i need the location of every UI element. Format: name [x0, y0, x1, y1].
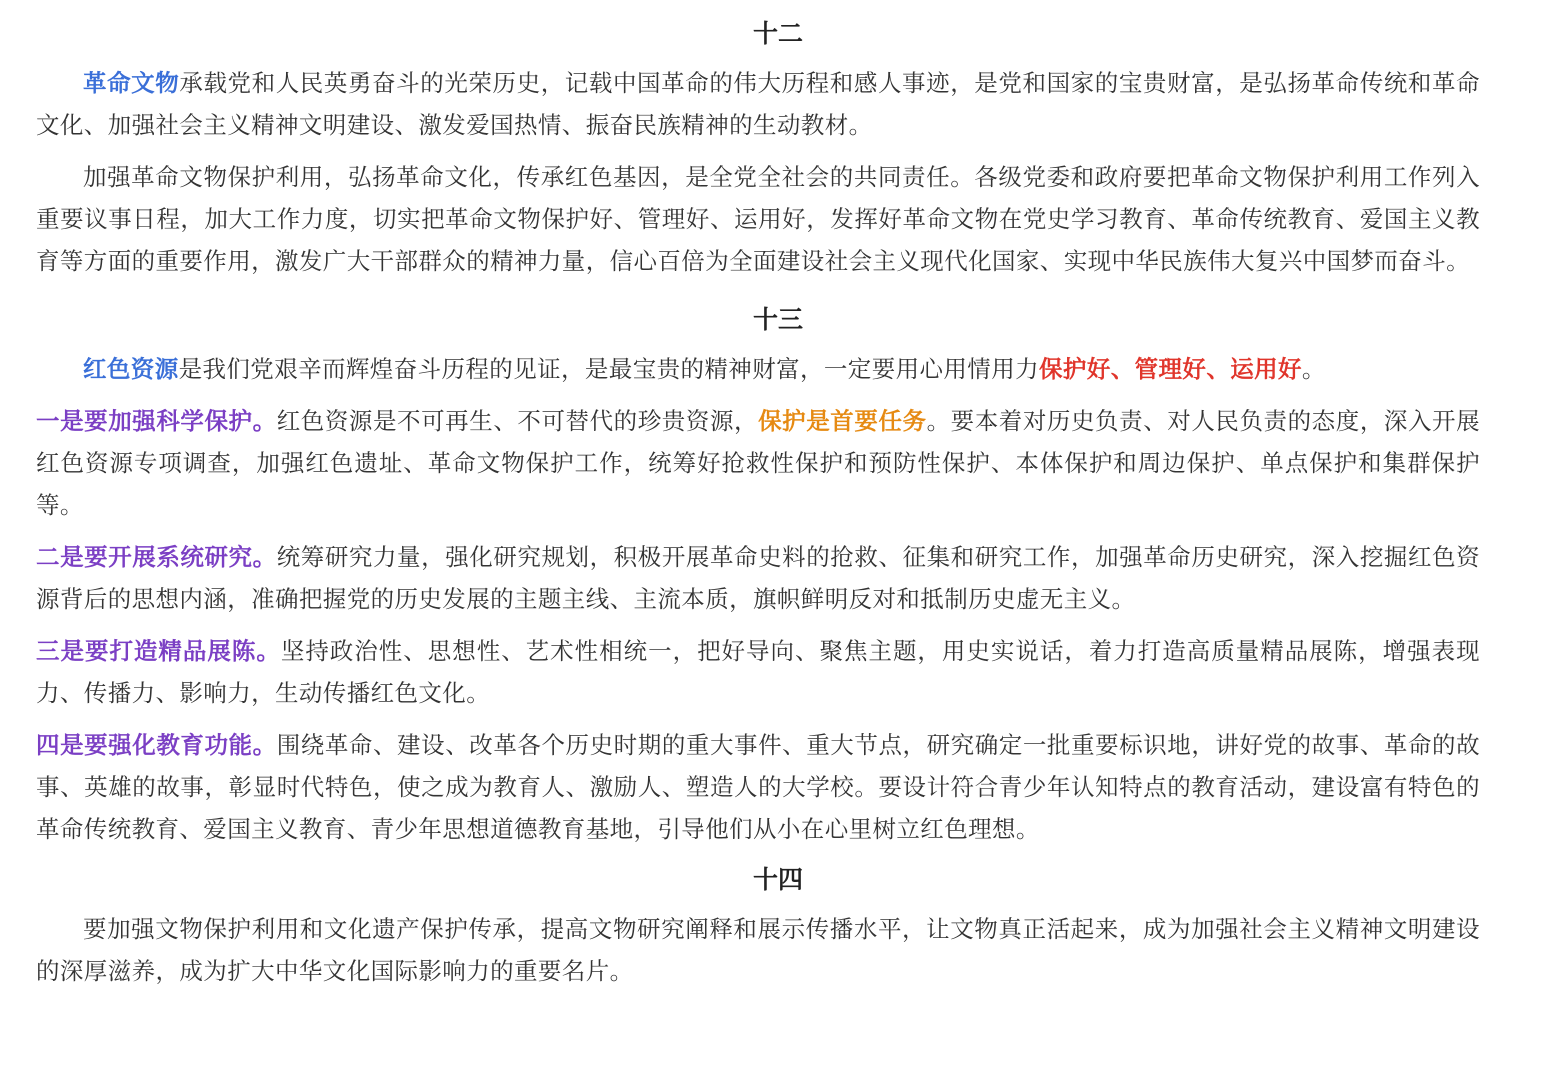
item-text: 红色资源是不可再生、不可替代的珍贵资源，: [276, 407, 759, 435]
section-heading: 十二: [752, 19, 803, 48]
section-13: [36, 300, 1480, 850]
list-item: [36, 630, 1480, 714]
list-item: [36, 400, 1480, 526]
paragraph: [36, 62, 1480, 146]
emphasis-orange: 保护是首要任务: [758, 407, 927, 435]
item-text: 。要本着对历史负责、对人民负责的态度，深入开展红色资源专项调查，加强红色遗址、革命文物保护工作，统筹好抢救性保护和预防性保护、本体保护和周边保护、单点保护和集群保护等。: [36, 407, 1481, 519]
paragraph: 要加强文物保护利用和文化遗产保护传承，提高文物研究阐释和展示传播水平，让文物真正活起来，成为加强社会主义精神文明建设的深厚滋养，成为扩大中华文化国际影响力的重要名片。: [36, 915, 1480, 985]
list-item: [36, 536, 1480, 620]
item-lead: 三是要打造精品展陈。: [36, 637, 281, 665]
paragraph: 加强革命文物保护利用，弘扬革命文化，传承红色基因，是全党全社会的共同责任。各级党委和政府要把革命文物保护利用工作列入重要议事日程，加大工作力度，切实把革命文物保护好、管理好、运用好，发挥好革命文物在党史学习教育、革命传统教育、爱国主义教育等方面的重要作用，激发广大干部群众的精神力量，信心百倍为全面建设社会主义现代化国家、实现中华民族伟大复兴中国梦而奋斗。: [36, 163, 1480, 275]
item-text: 坚持政治性、思想性、艺术性相统一，把好导向、聚焦主题，用史实说话，着力打造高质量精品展陈，增强表现力、传播力、影响力，生动传播红色文化。: [36, 637, 1480, 707]
paragraph-intro: [36, 348, 1480, 390]
paragraph-end: 。: [1301, 355, 1326, 383]
section-14: [36, 860, 1480, 992]
keyword-highlight: 红色资源: [83, 355, 179, 383]
item-lead: 一是要加强科学保护。: [36, 407, 277, 435]
list-item: [36, 724, 1480, 850]
section-heading: 十四: [752, 865, 803, 894]
paragraph-text: 是我们党艰辛而辉煌奋斗历程的见证，是最宝贵的精神财富，一定要用心用情用力: [178, 355, 1040, 383]
keyword-highlight: 革命文物: [83, 69, 180, 97]
item-text: 统筹研究力量，强化研究规划，积极开展革命史料的抢救、征集和研究工作，加强革命历史研究，深入挖掘红色资源背后的思想内涵，准确把握党的历史发展的主题主线、主流本质，旗帜鲜明反对和抵制历史虚无主义。: [36, 543, 1481, 613]
section-12: [36, 14, 1480, 282]
item-lead: 二是要开展系统研究。: [36, 543, 277, 571]
item-text: 围绕革命、建设、改革各个历史时期的重大事件、重大节点，研究确定一批重要标识地，讲好党的故事、革命的故事、英雄的故事，彰显时代特色，使之成为教育人、激励人、塑造人的大学校。要设计符合青少年认知特点的教育活动，建设富有特色的革命传统教育、爱国主义教育、青少年思想道德教育基地，引导他们从小在心里树立红色理想。: [36, 731, 1481, 843]
paragraph-text: 承载党和人民英勇奋斗的光荣历史，记载中国革命的伟大历程和感人事迹，是党和国家的宝贵财富，是弘扬革命传统和革命文化、加强社会主义精神文明建设、激发爱国热情、振奋民族精神的生动教材。: [36, 69, 1480, 139]
item-lead: 四是要强化教育功能。: [36, 731, 277, 759]
emphasis-red: 保护好、管理好、运用好: [1039, 355, 1302, 383]
section-heading: 十三: [752, 305, 803, 334]
